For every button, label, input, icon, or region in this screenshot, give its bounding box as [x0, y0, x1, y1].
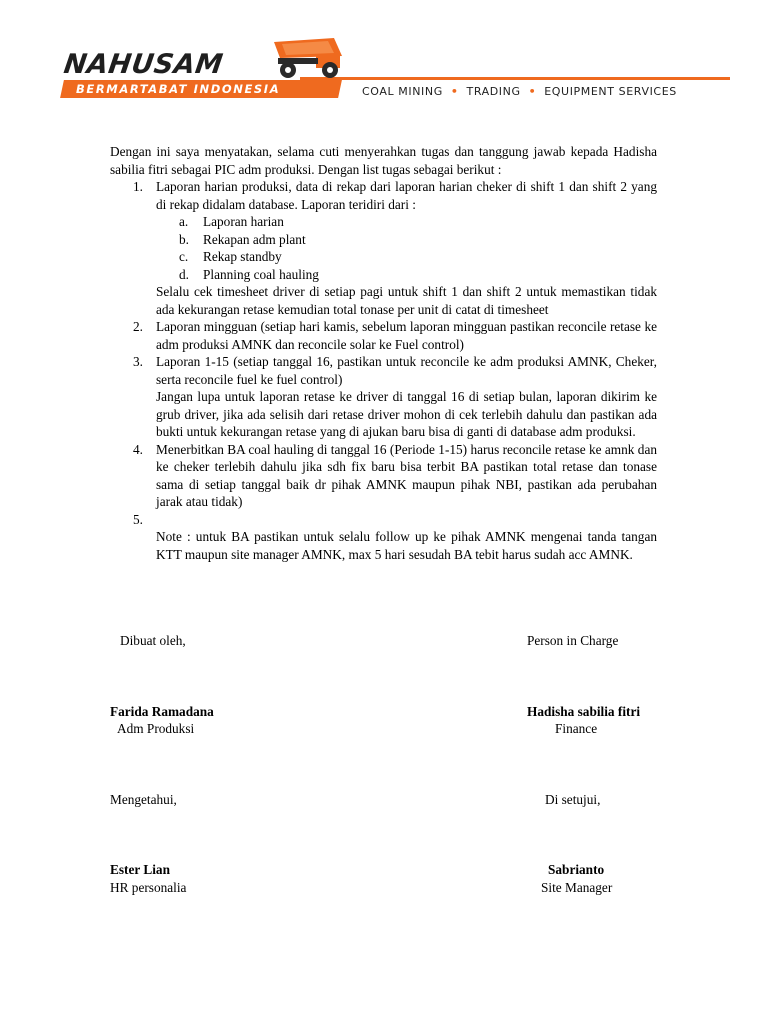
separator-dot: •	[450, 85, 459, 98]
item-number: 4.	[133, 441, 143, 457]
acknowledged-label: Mengetahui,	[110, 792, 177, 807]
service-equipment: EQUIPMENT SERVICES	[544, 85, 677, 98]
sub-text: Rekapan adm plant	[203, 231, 306, 247]
task-item-2	[133, 318, 657, 353]
task-text: Menerbitkan BA coal hauling di tanggal 16 (Periode 1-15) harus reconcile retase ke amnk dan ke cheker terlebih dahulu jika sdh fix baru bisa terbit BA pastikan total retase dan tonase sama di setiap tanggal baik dr pihak AMNK maupun pihak NBI, pastikan ada perubahan jarak atau tidak)	[156, 441, 657, 509]
company-tagline: BERMARTABAT INDONESIA	[76, 82, 281, 96]
task-note: Note : untuk BA pastikan untuk selalu follow up ke pihak AMNK mengenai tanda tangan KTT maupun site manager AMNK, max 5 hari sesudah BA tebit harus sudah acc AMNK.	[156, 529, 657, 562]
item-number: 5.	[133, 511, 143, 527]
letter-body	[110, 143, 657, 563]
pic-title: Finance	[555, 721, 598, 736]
sub-letter: d.	[179, 266, 189, 282]
pic-name: Hadisha sabilia fitri	[527, 704, 641, 719]
services-list	[362, 85, 677, 99]
item-number: 3.	[133, 354, 143, 369]
task-text: Laporan harian produksi, data di rekap dari laporan harian cheker di shift 1 dan shift 2 yang di rekap didalam database. Laporan teridiri dari :	[156, 179, 657, 212]
task-text: Laporan mingguan (setiap hari kamis, sebelum laporan mingguan pastikan reconcile retase ke adm produksi AMNK dan reconcile solar ke Fuel control)	[156, 319, 657, 352]
sub-item	[179, 248, 657, 266]
acknowledged-name: Ester Lian	[110, 862, 170, 877]
pic-label: Person in Charge	[527, 633, 619, 648]
acknowledged-title: HR personalia	[110, 880, 187, 895]
approved-title: Site Manager	[541, 880, 613, 895]
made-by-title: Adm Produksi	[117, 721, 195, 736]
dump-truck-icon	[270, 36, 346, 80]
item-number: 1.	[133, 179, 143, 194]
service-coal-mining: COAL MINING	[362, 85, 443, 98]
item-number: 2.	[133, 319, 143, 334]
task-item-4	[133, 441, 657, 511]
approved-name: Sabrianto	[548, 862, 605, 877]
sub-item	[179, 213, 657, 231]
letterhead	[0, 0, 768, 110]
sub-letter: a.	[179, 214, 189, 229]
sub-item	[179, 231, 657, 249]
task-text	[156, 511, 657, 529]
sub-text: Laporan harian	[203, 214, 284, 229]
intro-paragraph: Dengan ini saya menyatakan, selama cuti menyerahkan tugas dan tanggung jawab kepada Hadisha sabilia fitri sebagai PIC adm produksi. Dengan list tugas sebagai berikut :	[110, 144, 657, 177]
service-trading: TRADING	[466, 85, 521, 98]
task-item-3	[133, 353, 657, 441]
sub-text: Rekap standby	[203, 249, 282, 264]
task-item-1	[133, 178, 657, 318]
sub-letter: b.	[179, 231, 189, 247]
made-by-label: Dibuat oleh,	[120, 633, 186, 648]
sub-text: Planning coal hauling	[203, 266, 319, 282]
task-text: Laporan 1-15 (setiap tanggal 16, pastikan untuk reconcile ke adm produksi AMNK, Cheker, serta reconcile fuel ke fuel control)	[156, 354, 657, 387]
approved-label: Di setujui,	[545, 792, 601, 807]
company-logo-text: NAHUSAM	[61, 49, 225, 80]
task-note: Selalu cek timesheet driver di setiap pagi untuk shift 1 dan shift 2 untuk memastikan tidak ada kekurangan retase kemudian total tonase per unit di catat di timesheet	[156, 284, 657, 317]
task-item-5	[133, 511, 657, 564]
sub-item	[179, 266, 657, 284]
separator-dot: •	[528, 85, 537, 98]
report-sublist	[156, 213, 657, 283]
sub-letter: c.	[179, 249, 189, 264]
made-by-name: Farida Ramadana	[110, 704, 214, 719]
header-rule	[300, 77, 730, 80]
task-note: Jangan lupa untuk laporan retase ke driver di tanggal 16 di setiap bulan, laporan dikirim ke grub driver, jika ada selisih dari retase driver mohon di cek terlebih dahulu dan pastikan ada bukti untuk kekurangan retase yang di ajukan baru bisa di ganti di database adm produksi.	[156, 389, 657, 439]
task-list	[110, 178, 657, 563]
